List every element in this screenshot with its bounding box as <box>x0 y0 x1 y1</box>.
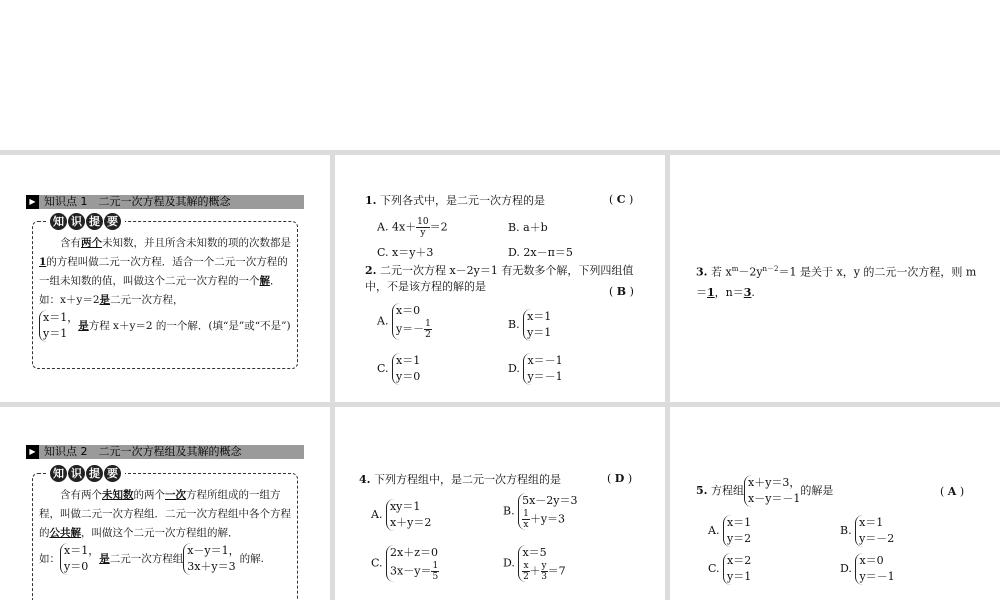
equation: x＝1 <box>396 354 421 367</box>
equation: x－y＝－1 <box>747 492 801 505</box>
expr: ＋y＝3 <box>529 512 566 526</box>
equation: x＝－1 <box>527 354 563 367</box>
option-c <box>371 545 439 582</box>
fraction <box>416 217 429 238</box>
equation: 3x＋y＝3 <box>187 560 236 573</box>
denominator: 5 <box>432 572 439 582</box>
equation: y＝0 <box>64 560 89 573</box>
equation-system <box>392 303 432 340</box>
knowledge-point-1-title: 知识点 1 二元一次方程及其解的概念 <box>44 195 231 208</box>
numerator: 1 <box>432 561 439 571</box>
answer-blank: 1 <box>707 285 715 299</box>
denominator: x <box>523 520 529 530</box>
option-d <box>503 545 566 582</box>
equation: x＝1 <box>859 516 884 529</box>
question-number: 4. <box>359 473 371 486</box>
text: 方程所组成的一组方程，叫做二元一次方程组．二元一次方程组中各个方程的 <box>39 489 291 539</box>
expr: ＝7 <box>547 564 566 578</box>
equation-system <box>392 353 420 385</box>
answer: D <box>614 472 625 485</box>
question-number: 2. <box>365 264 377 277</box>
answer-mark-q2: ( B ) <box>609 285 634 298</box>
option-b <box>503 493 578 530</box>
equation: 5x－2y＝3 <box>522 494 578 507</box>
option-label: C. <box>708 562 720 575</box>
knowledge-tip-box <box>32 215 298 369</box>
option-label: C. <box>371 556 383 570</box>
answer: B <box>616 285 627 298</box>
question-text: 二元一次方程 x－2y＝1 有无数多个解，下列四组值中，不是该方程的解的是 <box>365 264 634 293</box>
denominator: y <box>420 228 426 238</box>
option-label: A. <box>377 314 389 328</box>
equation: y＝1 <box>527 326 552 339</box>
option-d <box>840 553 895 585</box>
text: ＝ <box>696 285 707 299</box>
text: ，叫做这个二元一次方程组的解． <box>81 527 239 539</box>
answer-mark-q1: ( C ) <box>609 193 634 206</box>
numerator: y <box>541 561 547 571</box>
panel-knowledge-point-2 <box>0 407 330 600</box>
badge-char: 提 <box>86 213 103 230</box>
question-number: 1. <box>365 194 377 207</box>
text: . <box>751 285 755 299</box>
text: 未知数，并且所含未知数的项的次数都是 <box>102 237 291 249</box>
answer-blank: 是 <box>99 294 111 306</box>
fraction <box>522 509 530 530</box>
option-label: C. <box>377 362 389 375</box>
question-2 <box>365 263 645 295</box>
superscript: n－2 <box>762 265 779 273</box>
text: 若 x <box>710 265 732 279</box>
equation: x＋y＝3， <box>747 476 801 489</box>
equation: xy＝1 <box>389 500 421 513</box>
option-a <box>377 303 432 340</box>
expr: y＝－ <box>395 322 425 336</box>
knowledge-tip-badge <box>47 465 125 484</box>
expr: ＝2 <box>429 220 448 234</box>
option-c <box>377 353 420 385</box>
question-text: 下列各式中，是二元一次方程的是 <box>379 194 545 207</box>
fraction <box>431 561 439 582</box>
option-d: D. 2x－π＝5 <box>508 246 573 259</box>
option-label: A. <box>371 508 383 521</box>
text: 含有 <box>60 237 81 249</box>
answer-mark-q4: ( D ) <box>607 472 633 485</box>
option-a <box>708 515 751 547</box>
answer-blank: 两个 <box>81 237 102 249</box>
equation: y＝－1 <box>859 570 895 583</box>
equation: x＝1 <box>726 516 752 529</box>
answer-blank: 1 <box>39 256 47 268</box>
equation-system <box>39 310 78 342</box>
equation: x＝1 <box>527 310 552 323</box>
equation: y＝－2 <box>859 532 895 545</box>
answer-mark-q5: ( A ) <box>940 485 965 498</box>
knowledge-tip-badge <box>47 213 125 232</box>
equation-system <box>723 553 751 585</box>
text: ，n＝ <box>714 285 744 299</box>
option-a <box>377 217 448 238</box>
equation-system <box>523 309 551 341</box>
equation-system <box>386 545 439 582</box>
text: ＝1 是关于 x，y 的二元一次方程，则 m <box>778 265 977 279</box>
text: 方程组 <box>710 484 744 497</box>
option-label: B. <box>503 504 515 518</box>
option-b: B. a＋b <box>508 221 548 234</box>
question-number: 5. <box>696 484 708 497</box>
denominator: 3 <box>541 572 547 582</box>
knowledge-point-2-title: 知识点 2 二元一次方程组及其解的概念 <box>44 445 242 458</box>
option-label: D. <box>840 562 852 575</box>
panel-knowledge-point-1 <box>0 155 330 402</box>
equation-system <box>60 543 99 575</box>
numerator: x <box>523 561 529 571</box>
equation: x＝0 <box>395 304 421 317</box>
superscript: m <box>731 265 739 273</box>
option-b <box>840 515 894 547</box>
equation-system <box>723 515 751 547</box>
numerator: 1 <box>425 319 431 329</box>
badge-char: 提 <box>86 465 103 482</box>
question-5 <box>696 475 946 507</box>
equation-system <box>386 499 431 531</box>
equation-system <box>855 515 894 547</box>
denominator: 2 <box>425 330 431 340</box>
knowledge-tip-example <box>39 543 291 575</box>
badge-char: 知 <box>50 465 67 482</box>
text: 的两个 <box>133 489 165 501</box>
answer: A <box>947 485 957 498</box>
answer-blank: 公共解 <box>49 527 81 539</box>
answer-blank: 一次 <box>165 489 186 501</box>
answer-blank: 解 <box>259 275 270 287</box>
option-label: B. <box>508 318 520 331</box>
answer-blank: 是 <box>78 320 89 332</box>
answer-blank: 未知数 <box>102 489 134 501</box>
question-number: 3. <box>696 265 708 279</box>
knowledge-tip-text <box>39 234 291 310</box>
question-4 <box>359 472 629 488</box>
badge-char: 识 <box>68 465 85 482</box>
numerator: 1 <box>523 509 529 519</box>
option-c: C. x＝y＋3 <box>377 246 434 259</box>
equation: x＝1， <box>43 311 79 324</box>
option-label: D. <box>503 556 515 570</box>
fraction <box>541 561 548 582</box>
play-triangle-icon: ▶ <box>26 195 39 209</box>
fraction <box>522 561 529 582</box>
option-label: B. <box>840 524 852 537</box>
expr: 4x＋ <box>391 220 417 234</box>
text: 的解是 <box>800 484 834 497</box>
equation-system <box>183 543 239 575</box>
option-d <box>508 353 563 385</box>
fraction <box>424 319 432 340</box>
equation: y＝2 <box>726 532 752 545</box>
panel-question-5 <box>670 407 1000 600</box>
equation: y＝－1 <box>527 370 563 383</box>
text: 如： <box>39 553 60 565</box>
option-label: A. <box>377 220 389 234</box>
knowledge-tip-text-2 <box>39 310 291 342</box>
badge-char: 识 <box>68 213 85 230</box>
text: ．如：x＋y＝2 <box>39 275 281 306</box>
equation-system <box>518 493 577 530</box>
equation-system <box>744 475 800 507</box>
badge-char: 要 <box>104 465 121 482</box>
text: －2y <box>738 265 763 279</box>
badge-char: 知 <box>50 213 67 230</box>
expr: 3x－y＝ <box>390 564 432 578</box>
equation: y＝1 <box>43 327 68 340</box>
option-label: D. <box>508 362 520 375</box>
knowledge-tip-text <box>39 486 291 543</box>
answer-blank: 是 <box>99 553 110 565</box>
play-triangle-icon: ▶ <box>26 445 39 459</box>
option-b <box>508 309 551 341</box>
panel-questions-1-2 <box>335 155 665 402</box>
text: 的方程叫做二元一次方程．适合一个二元一次方程的一组未知数的值，叫做这个二元一次方程的一个 <box>39 256 288 287</box>
numerator: 10 <box>417 217 429 227</box>
answer-blank: 3 <box>743 285 752 299</box>
text: 二元一次方程组 <box>109 553 184 565</box>
option-a <box>371 499 431 531</box>
option-c <box>708 553 751 585</box>
equation: y＝0 <box>396 370 421 383</box>
question-text: 下列方程组中，是二元一次方程组的是 <box>373 473 561 486</box>
equation: x＝1， <box>64 544 100 557</box>
equation: x＝2 <box>727 554 752 567</box>
equation: x－y＝1， <box>187 544 240 557</box>
text: 的解. <box>239 553 264 565</box>
panel-question-3 <box>670 155 1000 402</box>
equation-system <box>523 353 562 385</box>
knowledge-point-1-header <box>26 195 304 209</box>
knowledge-point-2-header <box>26 445 304 459</box>
answer: C <box>616 193 626 206</box>
expr: ＋ <box>529 564 541 578</box>
equation-system <box>855 553 894 585</box>
denominator: 2 <box>523 572 529 582</box>
panel-question-4 <box>335 407 665 600</box>
text: 方程 x＋y＝2 的一个解．(填“是”或“不是”) <box>88 320 291 332</box>
question-3 <box>696 259 986 303</box>
equation: 2x＋z＝0 <box>390 546 439 559</box>
equation: x＋y＝2 <box>389 516 432 529</box>
equation: x＝0 <box>859 554 884 567</box>
text: 含有两个 <box>60 489 102 501</box>
equation: y＝1 <box>727 570 752 583</box>
equation-system <box>518 545 565 582</box>
equation: x＝5 <box>522 546 547 559</box>
knowledge-tip-box <box>32 467 298 600</box>
badge-char: 要 <box>104 213 121 230</box>
text: 二元一次方程， <box>110 294 184 306</box>
option-label: A. <box>708 524 720 537</box>
